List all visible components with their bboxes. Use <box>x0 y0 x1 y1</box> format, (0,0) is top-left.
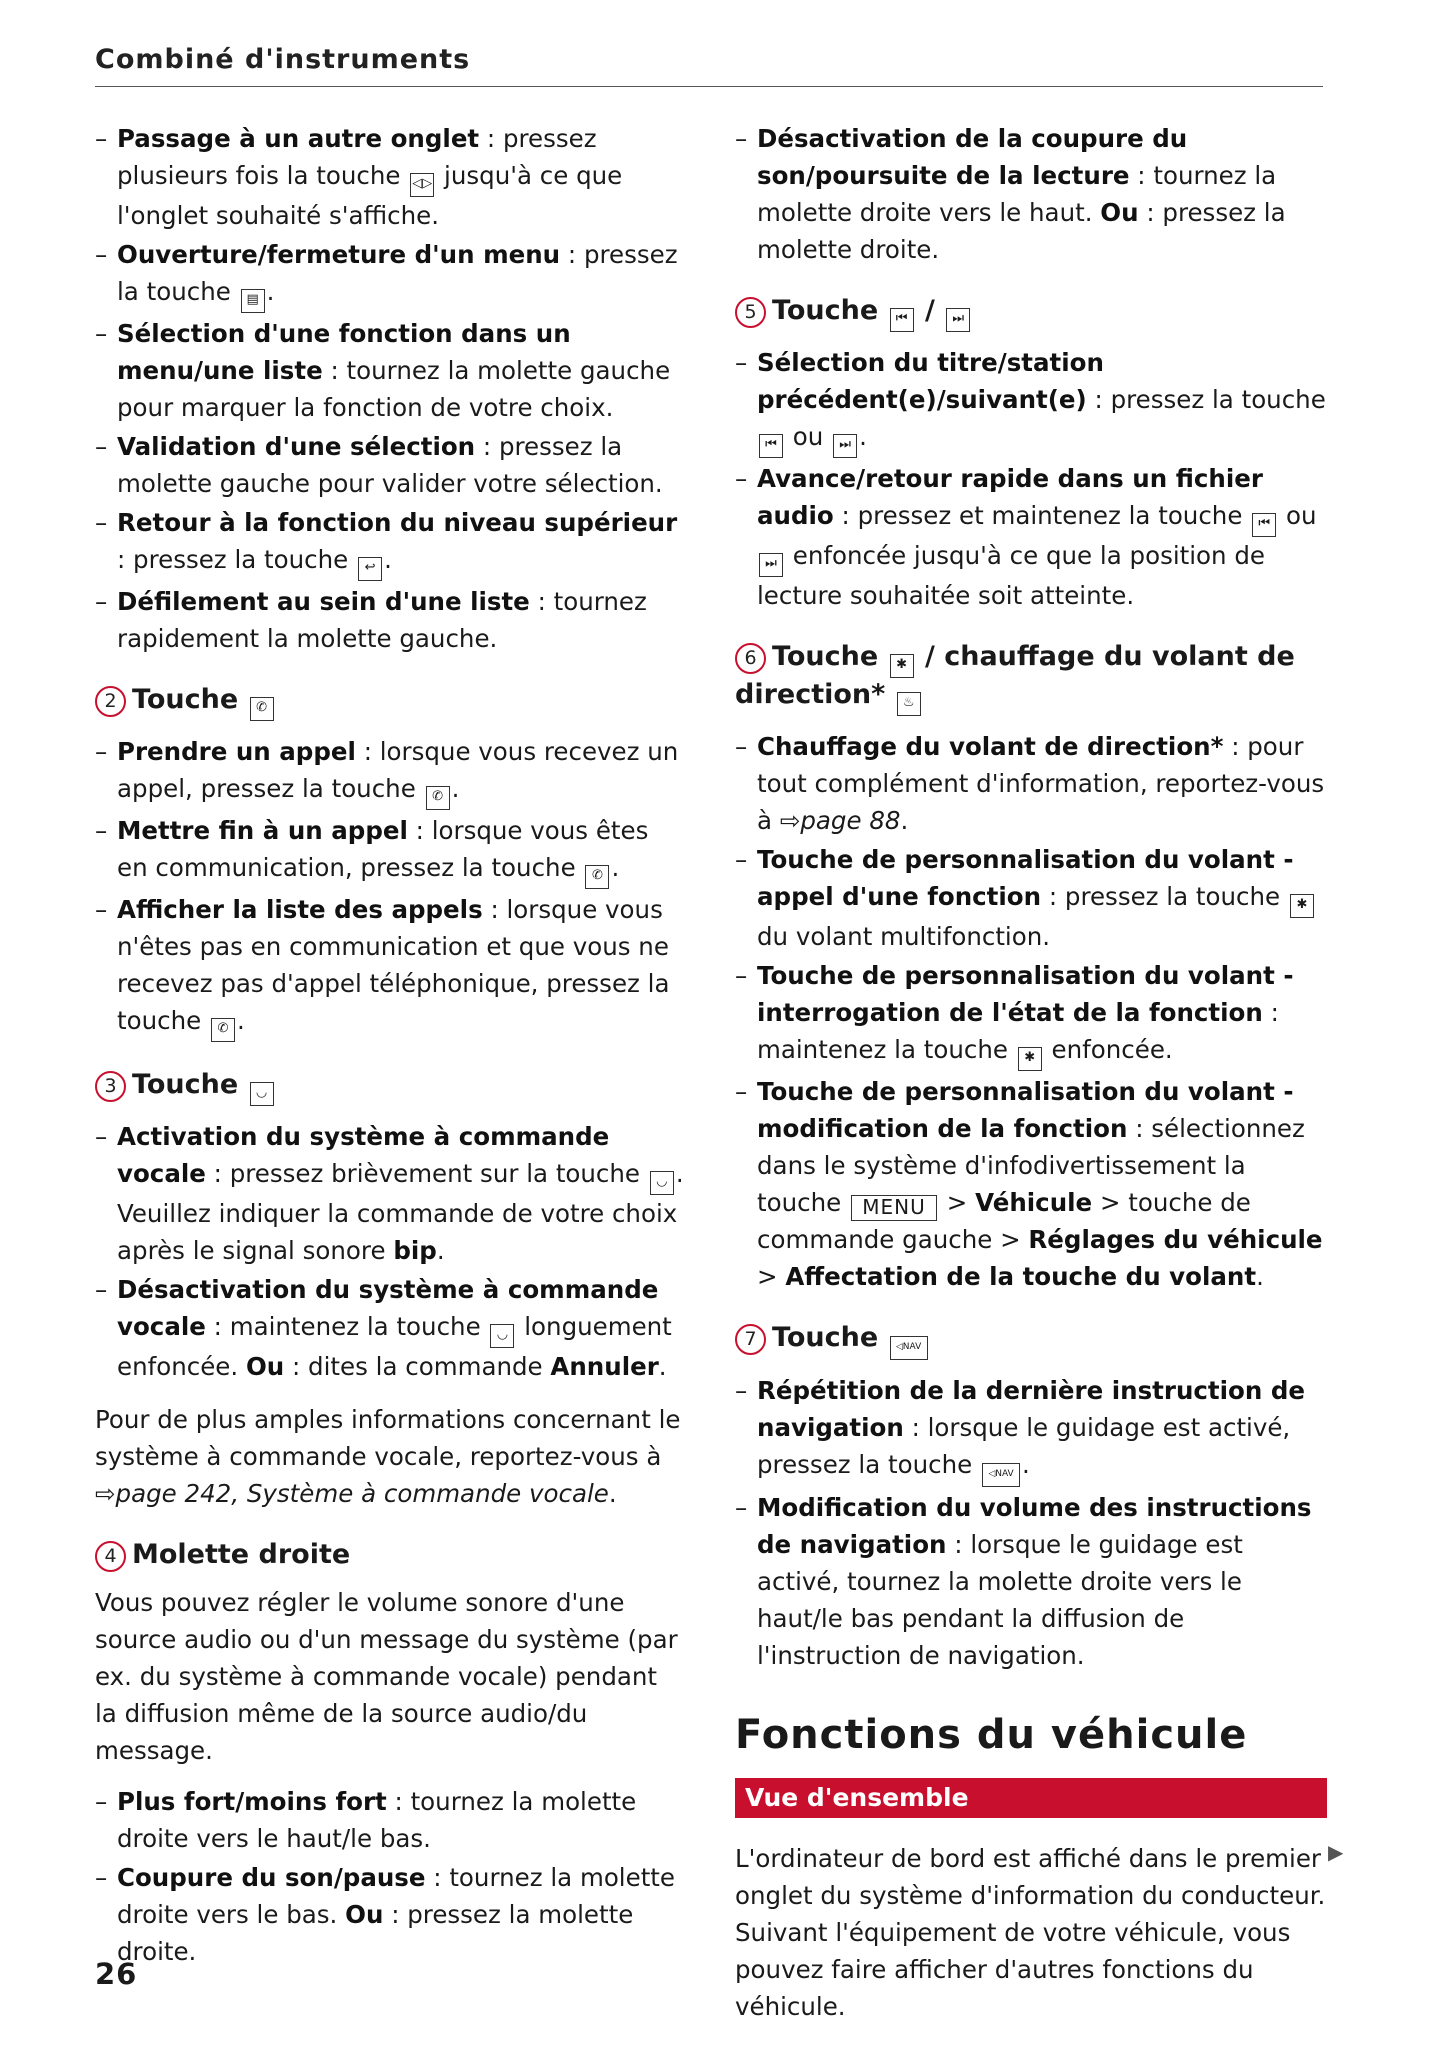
list-item: – Chauffage du volant de direction* : pour tout complément d'information, reportez-vous à ⇨page 88. <box>735 728 1327 839</box>
phone-icon: ✆ <box>250 697 274 721</box>
menu-icon: ▤ <box>241 289 265 313</box>
list-item: – Avance/retour rapide dans un fichier audio : pressez et maintenez la touche ⏮ ou ⏭ enfoncée jusqu'à ce que la position de lecture souhaitée soit atteinte. <box>735 460 1327 614</box>
section-4-heading <box>95 1538 685 1572</box>
list-item: – Prendre un appel : lorsque vous recevez un appel, pressez la touche ✆ . <box>95 733 685 810</box>
previous-track-icon: ⏮ <box>1252 513 1276 537</box>
paragraph-overview: L'ordinateur de bord est affiché dans le premier onglet du système d'information du conducteur. Suivant l'équipement de votre véhicule, vous pouvez faire afficher d'autres fonctions du véhicule. <box>735 1844 1326 2021</box>
section-number: 2 <box>95 686 126 717</box>
section-title: Touche <box>772 641 879 672</box>
page-number: 26 <box>95 1957 138 1991</box>
paragraph-volume: Vous pouvez régler le volume sonore d'une source audio ou d'un message du système (par ex. du système à commande vocale) pendant la diffusion même de la source audio/du message. <box>95 1588 678 1765</box>
section-number: 7 <box>735 1324 766 1355</box>
right-column <box>735 120 1327 2033</box>
list-item: – Retour à la fonction du niveau supérieur : pressez la touche ↩ . <box>95 504 685 581</box>
list-item: – Désactivation de la coupure du son/poursuite de la lecture : tournez la molette droite vers le haut. Ou : pressez la molette droite. <box>735 120 1327 268</box>
section-number: 5 <box>735 297 766 328</box>
menu-key-icon: MENU <box>851 1195 937 1221</box>
section-2-heading <box>95 683 685 721</box>
list-item: – Modification du volume des instructions de navigation : lorsque le guidage est activé, tournez la molette droite vers le haut/le bas pendant la diffusion de l'instruction de navigation. <box>735 1489 1327 1674</box>
tab-switch-icon: ◁▷ <box>410 173 434 197</box>
previous-track-icon: ⏮ <box>890 308 914 332</box>
nav-voice-icon: ◁NAV <box>890 1336 928 1360</box>
section-5-heading: 5 Touche ⏮ / ⏭ <box>735 294 1327 332</box>
bullet-list-phone <box>95 733 685 1042</box>
section-title: Touche <box>132 684 239 715</box>
asterisk-key-icon: ✱ <box>1018 1047 1042 1071</box>
list-item: – Touche de personnalisation du volant - appel d'une fonction : pressez la touche ✱ du volant multifonction. <box>735 841 1327 955</box>
section-number: 3 <box>95 1071 126 1102</box>
main-heading: Fonctions du véhicule <box>735 1712 1248 1758</box>
voice-icon: ◡ <box>490 1324 514 1348</box>
continue-arrow-icon: ▶ <box>1328 1840 1344 1864</box>
list-item: – Défilement au sein d'une liste : tournez rapidement la molette gauche. <box>95 583 685 657</box>
list-item: – Activation du système à commande vocale : pressez brièvement sur la touche ◡ . Veuillez indiquer la commande de votre choix après le signal sonore bip. <box>95 1118 685 1269</box>
list-item: – Passage à un autre onglet : pressez plusieurs fois la touche ◁▷ jusqu'à ce que l'onglet souhaité s'affiche. <box>95 120 685 234</box>
list-item: – Touche de personnalisation du volant - interrogation de l'état de la fonction : maintenez la touche ✱ enfoncée. <box>735 957 1327 1071</box>
asterisk-key-icon: ✱ <box>1290 894 1314 918</box>
section-title: Touche <box>772 295 879 326</box>
voice-icon: ◡ <box>650 1171 674 1195</box>
list-item: – Coupure du son/pause : tournez la molette droite vers le bas. Ou : pressez la molette droite. <box>95 1859 685 1970</box>
asterisk-key-icon: ✱ <box>890 654 914 678</box>
section-title: Touche <box>772 1322 879 1353</box>
page-link[interactable]: ⇨page 88 <box>779 806 901 835</box>
next-track-icon: ⏭ <box>833 434 857 458</box>
phone-icon: ✆ <box>585 865 609 889</box>
steering-heating-icon: ♨ <box>897 692 921 716</box>
subsection-banner: Vue d'ensemble <box>735 1778 1327 1818</box>
page-link[interactable]: ⇨page 242, Système à commande vocale <box>95 1479 609 1508</box>
list-item: – Afficher la liste des appels : lorsque vous n'êtes pas en communication et que vous ne recevez pas d'appel téléphonique, pressez la touche ✆ . <box>95 891 685 1042</box>
list-item: – Mettre fin à un appel : lorsque vous êtes en communication, pressez la touche ✆ . <box>95 812 685 889</box>
list-item: – Ouverture/fermeture d'un menu : pressez la touche ▤ . <box>95 236 685 313</box>
list-item: – Répétition de la dernière instruction de navigation : lorsque le guidage est activé, pressez la touche ◁NAV . <box>735 1372 1327 1487</box>
list-item: – Plus fort/moins fort : tournez la molette droite vers le haut/le bas. <box>95 1783 685 1857</box>
voice-icon: ◡ <box>250 1082 274 1106</box>
section-7-heading <box>735 1321 1327 1360</box>
list-item: – Validation d'une sélection : pressez la molette gauche pour valider votre sélection. <box>95 428 685 502</box>
bullet-list-navigation <box>95 120 685 657</box>
back-icon: ↩ <box>358 557 382 581</box>
list-item: – Sélection du titre/station précédent(e)/suivant(e) : pressez la touche ⏮ ou ⏭ . <box>735 344 1327 458</box>
list-item: – Sélection d'une fonction dans un menu/une liste : tournez la molette gauche pour marquer la fonction de votre choix. <box>95 315 685 426</box>
next-track-icon: ⏭ <box>759 553 783 577</box>
phone-icon: ✆ <box>426 786 450 810</box>
chapter-title: Combiné d'instruments <box>95 44 471 75</box>
section-6-heading: 6 Touche ✱ / chauffage du volant de direction* ♨ <box>735 640 1327 716</box>
section-3-heading <box>95 1068 685 1106</box>
previous-track-icon: ⏮ <box>759 434 783 458</box>
list-item: – Touche de personnalisation du volant - modification de la fonction : sélectionnez dans le système d'infodivertissement la touche MENU > Véhicule > touche de commande gauche > Réglages du véhicule > Affectation de la touche du volant. <box>735 1073 1327 1295</box>
section-title: Molette droite <box>132 1539 351 1570</box>
left-column <box>95 120 685 1972</box>
next-track-icon: ⏭ <box>946 308 970 332</box>
nav-voice-icon: ◁NAV <box>982 1463 1020 1487</box>
list-item: – Désactivation du système à commande vocale : maintenez la touche ◡ longuement enfoncée. Ou : dites la commande Annuler. <box>95 1271 685 1385</box>
phone-icon: ✆ <box>211 1018 235 1042</box>
section-title: Touche <box>132 1069 239 1100</box>
section-number: 4 <box>95 1541 126 1572</box>
section-number: 6 <box>735 643 766 674</box>
paragraph-voice-reference: Pour de plus amples informations concernant le système à commande vocale, reportez-vous à ⇨page 242, Système à commande vocale. <box>95 1405 681 1508</box>
page-header <box>95 44 1323 87</box>
